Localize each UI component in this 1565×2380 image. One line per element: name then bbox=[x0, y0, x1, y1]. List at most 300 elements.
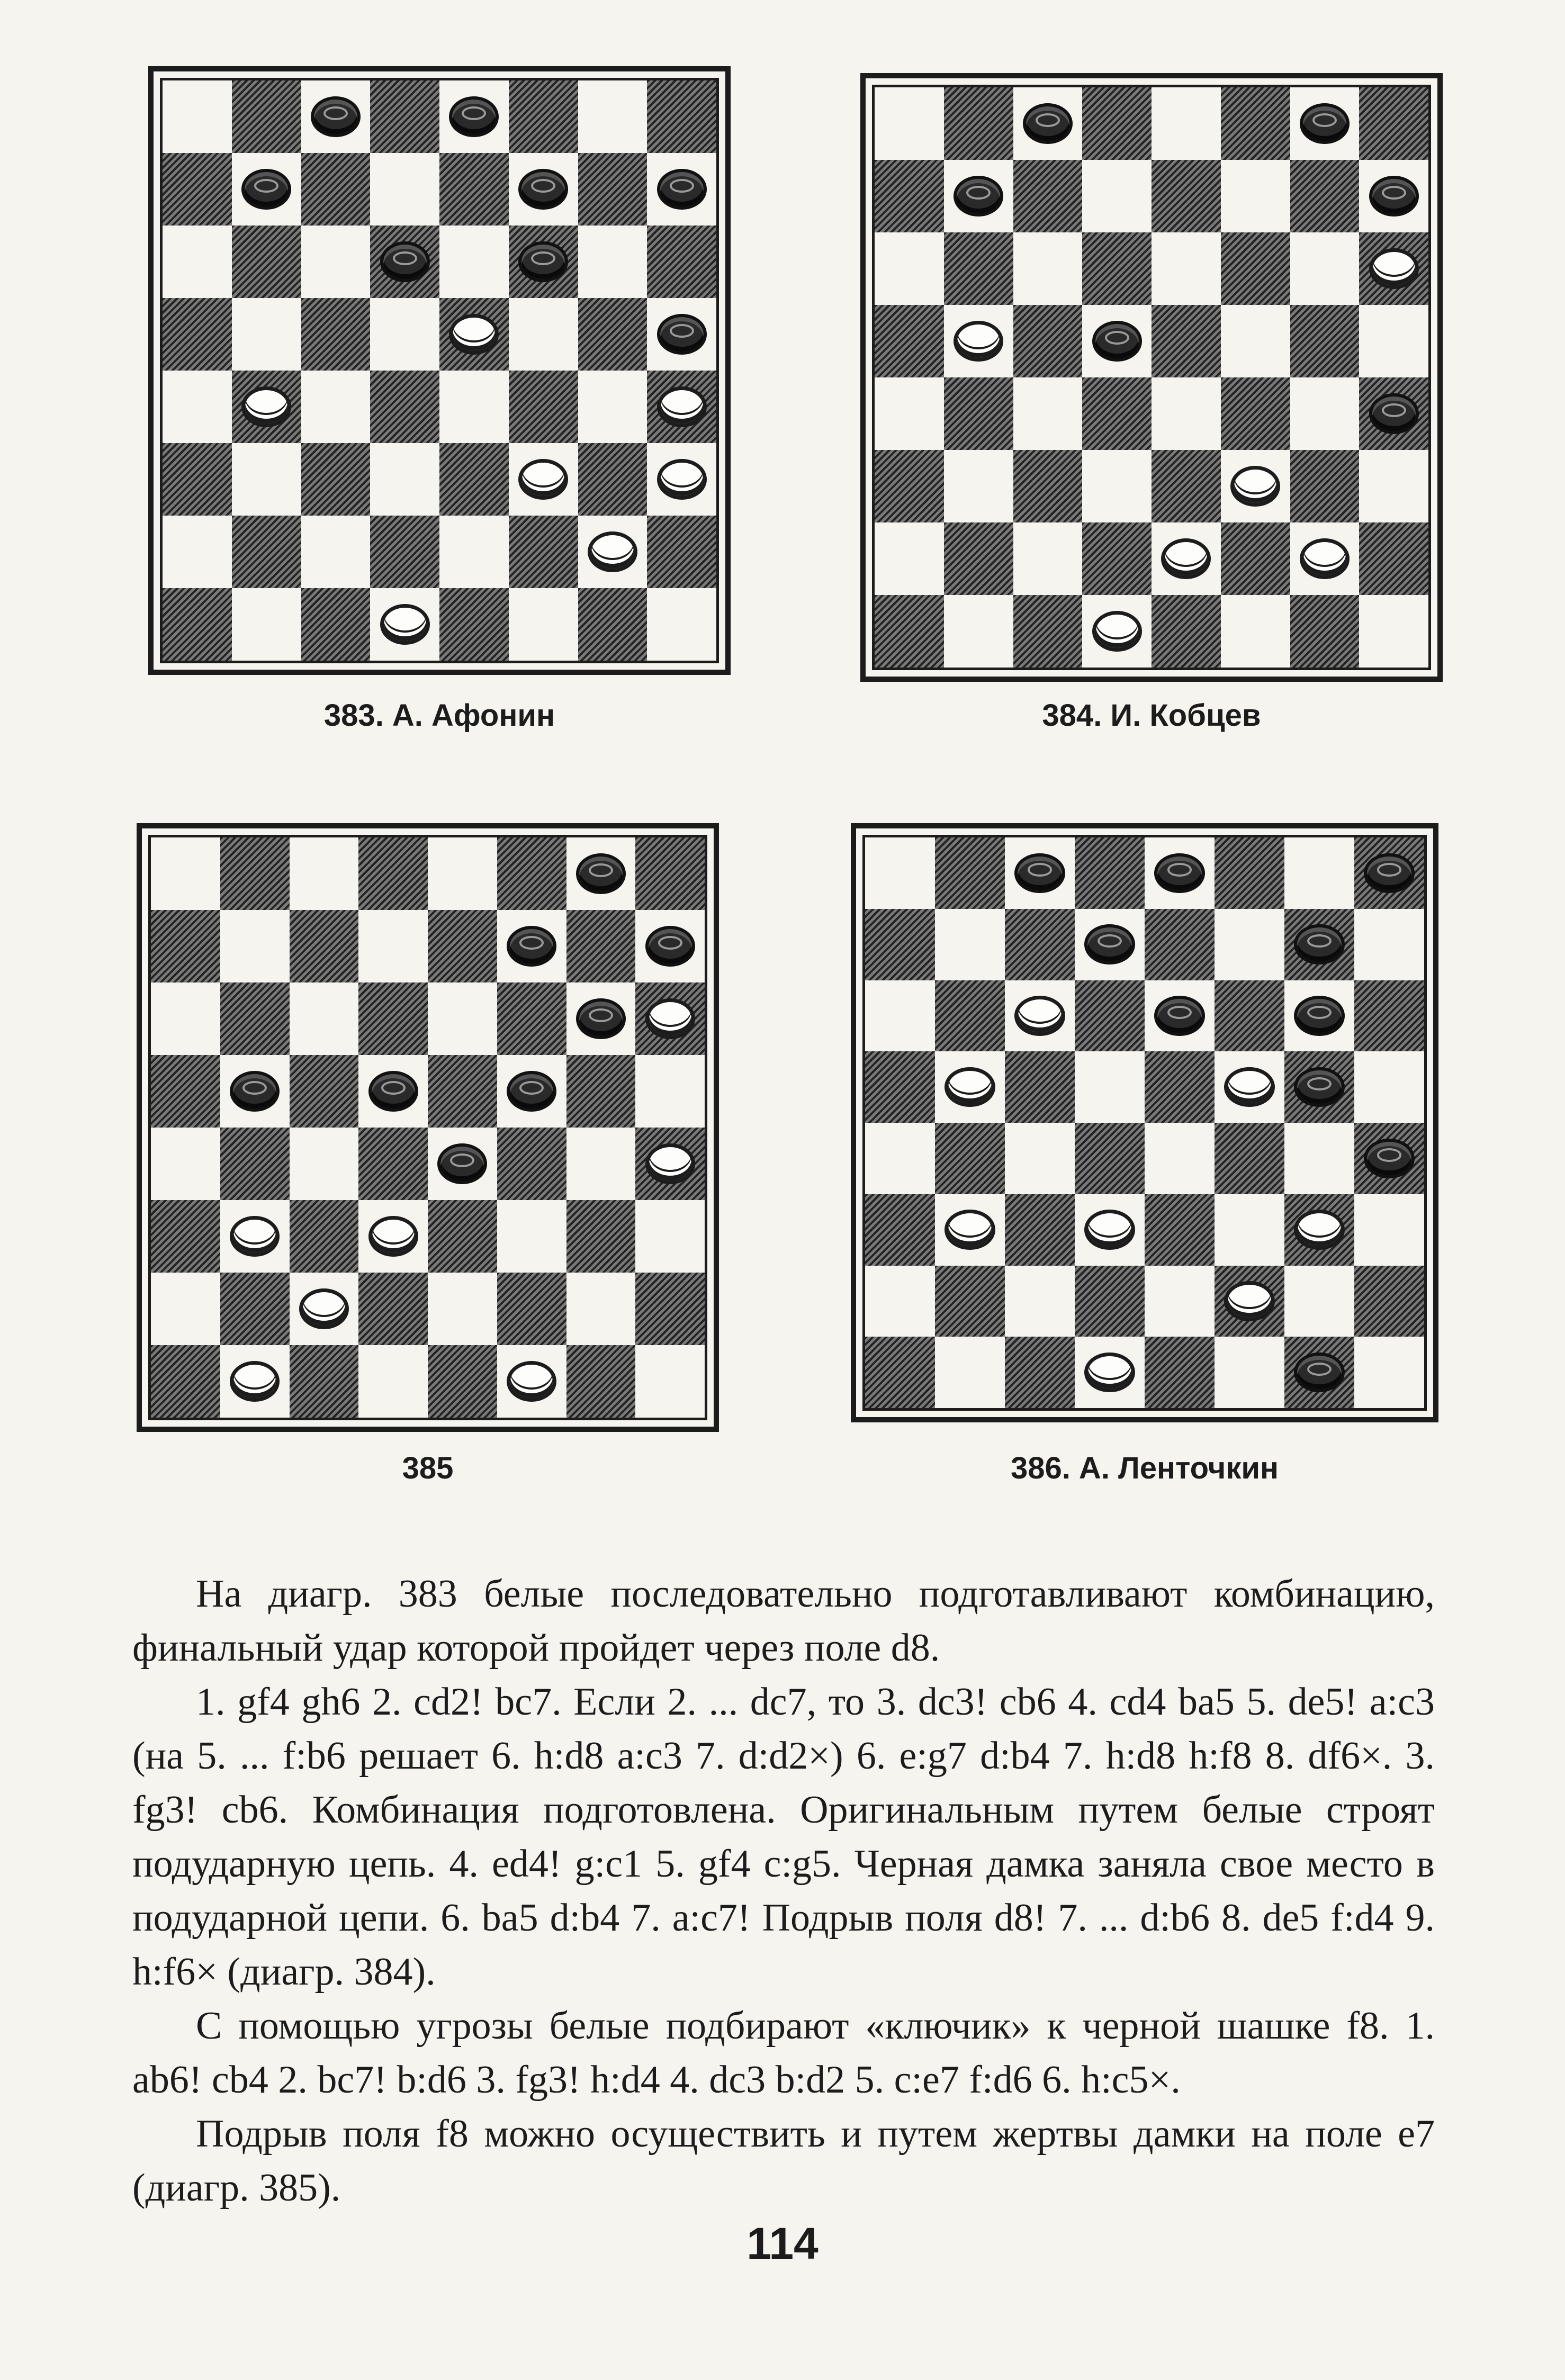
square-c5 bbox=[290, 1055, 359, 1128]
square-f4 bbox=[1221, 377, 1290, 450]
square-a7 bbox=[875, 160, 944, 232]
square-g7 bbox=[1284, 909, 1354, 980]
diagram-caption: 385 bbox=[402, 1451, 454, 1485]
square-a8 bbox=[163, 80, 232, 153]
square-c2 bbox=[1005, 1266, 1075, 1337]
checkerboard bbox=[875, 87, 1428, 668]
diagram-caption: 384. И. Кобцев bbox=[1042, 698, 1261, 733]
square-c8 bbox=[1013, 87, 1083, 160]
square-a6 bbox=[163, 226, 232, 298]
square-g7 bbox=[566, 910, 636, 982]
square-c7 bbox=[1013, 160, 1083, 232]
square-c7 bbox=[1005, 909, 1075, 980]
square-f7 bbox=[497, 910, 566, 982]
paragraph: 1. gf4 gh6 2. cd2! bc7. Если 2. ... dc7, то 3. dc3! cb6 4. cd4 ba5 5. de5! a:c3 (на 5. ... f:b6 решает 6. h:d8 a:c3 7. d:d2×) 6. e:g7 d:b4 7. h:d8 h:f8 8. df6×. 3. fg3! cb6. Комбинация подготовлена. Оригинальным путем белые строят подударную цепь. 4. ed4! g:c1 5. gf4 c:g5. Черная дамка заняла свое место в подударной цепи. 6. ba5 d:b4 7. a:c7! Подрыв поля d8! 7. ... d:b6 8. de5 f:d4 9. h:f6× (диагр. 384). bbox=[132, 1680, 1435, 1994]
black-checker-h8 bbox=[1364, 853, 1414, 893]
square-d2 bbox=[370, 516, 439, 588]
square-a5 bbox=[151, 1055, 220, 1128]
square-f3 bbox=[497, 1200, 566, 1273]
square-f2 bbox=[1215, 1266, 1284, 1337]
white-checker-b4 bbox=[241, 386, 291, 427]
square-c7 bbox=[290, 910, 359, 982]
square-c1 bbox=[301, 588, 371, 661]
square-a7 bbox=[865, 909, 935, 980]
black-checker-h7 bbox=[657, 169, 707, 210]
black-checker-d5 bbox=[1092, 321, 1142, 362]
square-g4 bbox=[578, 371, 647, 443]
black-checker-c8 bbox=[1014, 853, 1065, 893]
square-h7 bbox=[1354, 909, 1424, 980]
square-g7 bbox=[1290, 160, 1360, 232]
square-g4 bbox=[1290, 377, 1360, 450]
black-checker-d7 bbox=[1084, 924, 1135, 964]
square-a5 bbox=[865, 1051, 935, 1123]
black-checker-e6 bbox=[1154, 996, 1204, 1035]
board-frame bbox=[148, 66, 731, 675]
square-h3 bbox=[635, 1200, 705, 1273]
square-g8 bbox=[566, 837, 636, 910]
square-f4 bbox=[497, 1128, 566, 1200]
square-h2 bbox=[635, 1273, 705, 1345]
black-checker-b7 bbox=[954, 176, 1003, 217]
square-f7 bbox=[1215, 909, 1284, 980]
black-checker-h5 bbox=[657, 314, 707, 355]
square-f6 bbox=[509, 226, 578, 298]
square-g8 bbox=[578, 80, 647, 153]
white-checker-f1 bbox=[507, 1361, 556, 1402]
white-checker-h4 bbox=[657, 386, 707, 427]
square-e6 bbox=[1152, 232, 1221, 305]
black-checker-g8 bbox=[576, 853, 626, 894]
square-b8 bbox=[935, 837, 1005, 909]
square-a2 bbox=[151, 1273, 220, 1345]
square-b5 bbox=[935, 1051, 1005, 1123]
white-checker-b1 bbox=[230, 1361, 280, 1402]
square-f1 bbox=[497, 1345, 566, 1418]
square-g4 bbox=[1284, 1123, 1354, 1194]
square-h3 bbox=[647, 443, 716, 516]
black-checker-g8 bbox=[1300, 103, 1350, 144]
square-a4 bbox=[875, 377, 944, 450]
square-f2 bbox=[497, 1273, 566, 1345]
square-a6 bbox=[151, 982, 220, 1055]
square-d5 bbox=[370, 298, 439, 371]
square-g6 bbox=[1284, 980, 1354, 1052]
square-f8 bbox=[509, 80, 578, 153]
square-g1 bbox=[578, 588, 647, 661]
square-d1 bbox=[1075, 1337, 1145, 1408]
square-a4 bbox=[151, 1128, 220, 1200]
square-c3 bbox=[1005, 1194, 1075, 1266]
white-checker-h6 bbox=[1369, 248, 1419, 289]
white-checker-g2 bbox=[1300, 538, 1350, 579]
square-h1 bbox=[1354, 1337, 1424, 1408]
square-e1 bbox=[1145, 1337, 1215, 1408]
square-b4 bbox=[944, 377, 1013, 450]
square-f6 bbox=[1215, 980, 1284, 1052]
white-checker-d3 bbox=[1084, 1210, 1135, 1249]
square-b2 bbox=[944, 522, 1013, 595]
square-h2 bbox=[1359, 522, 1428, 595]
square-c5 bbox=[1005, 1051, 1075, 1123]
square-b7 bbox=[220, 910, 290, 982]
square-d7 bbox=[1082, 160, 1152, 232]
square-f5 bbox=[509, 298, 578, 371]
square-g6 bbox=[566, 982, 636, 1055]
square-d3 bbox=[1082, 450, 1152, 522]
square-g1 bbox=[1290, 595, 1360, 668]
square-e3 bbox=[439, 443, 509, 516]
square-g1 bbox=[566, 1345, 636, 1418]
white-checker-b5 bbox=[945, 1067, 995, 1107]
white-checker-h4 bbox=[645, 1143, 695, 1184]
square-f3 bbox=[509, 443, 578, 516]
square-c8 bbox=[1005, 837, 1075, 909]
square-e2 bbox=[1145, 1266, 1215, 1337]
square-b5 bbox=[944, 305, 1013, 377]
square-d6 bbox=[1082, 232, 1152, 305]
square-b2 bbox=[220, 1273, 290, 1345]
square-g6 bbox=[578, 226, 647, 298]
black-checker-g6 bbox=[576, 998, 626, 1039]
square-e4 bbox=[439, 371, 509, 443]
paragraph: Подрыв поля f8 можно осуществить и путем жертвы дамки на поле e7 (диагр. 385). bbox=[132, 2112, 1435, 2210]
square-f5 bbox=[1215, 1051, 1284, 1123]
checkerboard bbox=[163, 80, 716, 661]
square-f5 bbox=[497, 1055, 566, 1128]
square-h2 bbox=[647, 516, 716, 588]
square-h2 bbox=[1354, 1266, 1424, 1337]
square-e6 bbox=[1145, 980, 1215, 1052]
square-f7 bbox=[509, 153, 578, 226]
square-b1 bbox=[220, 1345, 290, 1418]
diagram-caption: 386. А. Ленточкин bbox=[1010, 1451, 1279, 1485]
square-d5 bbox=[1075, 1051, 1145, 1123]
square-c2 bbox=[1013, 522, 1083, 595]
square-c1 bbox=[1013, 595, 1083, 668]
black-checker-h4 bbox=[1369, 393, 1419, 434]
square-a3 bbox=[875, 450, 944, 522]
square-h3 bbox=[1359, 450, 1428, 522]
square-b2 bbox=[935, 1266, 1005, 1337]
square-g8 bbox=[1284, 837, 1354, 909]
square-d5 bbox=[1082, 305, 1152, 377]
square-h4 bbox=[635, 1128, 705, 1200]
square-c6 bbox=[1005, 980, 1075, 1052]
square-b6 bbox=[935, 980, 1005, 1052]
square-b8 bbox=[944, 87, 1013, 160]
square-c4 bbox=[1013, 377, 1083, 450]
black-checker-f7 bbox=[518, 169, 568, 210]
square-a3 bbox=[151, 1200, 220, 1273]
square-c4 bbox=[301, 371, 371, 443]
square-c3 bbox=[290, 1200, 359, 1273]
square-f8 bbox=[1221, 87, 1290, 160]
square-b5 bbox=[232, 298, 301, 371]
square-d4 bbox=[1082, 377, 1152, 450]
white-checker-f3 bbox=[1230, 466, 1280, 507]
black-checker-e8 bbox=[1154, 853, 1204, 893]
square-b1 bbox=[232, 588, 301, 661]
white-checker-e5 bbox=[449, 314, 499, 355]
square-f6 bbox=[1221, 232, 1290, 305]
square-d4 bbox=[358, 1128, 428, 1200]
white-checker-d1 bbox=[380, 604, 430, 645]
square-f1 bbox=[1215, 1337, 1284, 1408]
square-e6 bbox=[428, 982, 497, 1055]
square-b3 bbox=[220, 1200, 290, 1273]
square-e1 bbox=[1152, 595, 1221, 668]
square-a8 bbox=[151, 837, 220, 910]
square-e3 bbox=[1145, 1194, 1215, 1266]
square-g8 bbox=[1290, 87, 1360, 160]
square-d8 bbox=[370, 80, 439, 153]
white-checker-h6 bbox=[645, 998, 695, 1039]
square-g5 bbox=[566, 1055, 636, 1128]
square-h5 bbox=[1359, 305, 1428, 377]
square-g3 bbox=[566, 1200, 636, 1273]
board-inner-border bbox=[862, 835, 1427, 1411]
square-c4 bbox=[1005, 1123, 1075, 1194]
square-d6 bbox=[370, 226, 439, 298]
black-checker-h4 bbox=[1364, 1139, 1414, 1178]
square-d2 bbox=[1075, 1266, 1145, 1337]
square-g3 bbox=[578, 443, 647, 516]
square-d3 bbox=[358, 1200, 428, 1273]
black-checker-e8 bbox=[449, 96, 499, 137]
square-g2 bbox=[578, 516, 647, 588]
square-h7 bbox=[647, 153, 716, 226]
square-d6 bbox=[1075, 980, 1145, 1052]
square-c5 bbox=[1013, 305, 1083, 377]
square-c3 bbox=[301, 443, 371, 516]
square-f8 bbox=[497, 837, 566, 910]
square-f4 bbox=[509, 371, 578, 443]
checkerboard bbox=[865, 837, 1424, 1408]
white-checker-c6 bbox=[1014, 996, 1065, 1035]
square-d4 bbox=[1075, 1123, 1145, 1194]
square-h6 bbox=[647, 226, 716, 298]
black-checker-f6 bbox=[518, 241, 568, 282]
black-checker-h7 bbox=[645, 926, 695, 967]
square-e1 bbox=[439, 588, 509, 661]
square-b4 bbox=[232, 371, 301, 443]
square-f2 bbox=[509, 516, 578, 588]
black-checker-g7 bbox=[1294, 924, 1344, 964]
square-e8 bbox=[1152, 87, 1221, 160]
square-d4 bbox=[370, 371, 439, 443]
square-e6 bbox=[439, 226, 509, 298]
white-checker-d1 bbox=[1092, 611, 1142, 652]
square-f5 bbox=[1221, 305, 1290, 377]
square-a5 bbox=[163, 298, 232, 371]
square-e8 bbox=[1145, 837, 1215, 909]
square-b1 bbox=[935, 1337, 1005, 1408]
square-e4 bbox=[1145, 1123, 1215, 1194]
square-d8 bbox=[1082, 87, 1152, 160]
square-b7 bbox=[944, 160, 1013, 232]
black-checker-g1 bbox=[1294, 1353, 1344, 1392]
square-a1 bbox=[163, 588, 232, 661]
black-checker-b7 bbox=[241, 169, 291, 210]
square-e7 bbox=[1152, 160, 1221, 232]
square-g3 bbox=[1284, 1194, 1354, 1266]
square-h6 bbox=[1354, 980, 1424, 1052]
square-b6 bbox=[220, 982, 290, 1055]
square-g2 bbox=[1290, 522, 1360, 595]
square-d7 bbox=[1075, 909, 1145, 980]
square-a1 bbox=[875, 595, 944, 668]
square-b8 bbox=[220, 837, 290, 910]
square-g6 bbox=[1290, 232, 1360, 305]
square-h1 bbox=[647, 588, 716, 661]
square-e7 bbox=[428, 910, 497, 982]
square-a1 bbox=[865, 1337, 935, 1408]
square-e5 bbox=[1152, 305, 1221, 377]
body-text bbox=[132, 1567, 1435, 2215]
square-a2 bbox=[163, 516, 232, 588]
black-checker-d6 bbox=[380, 241, 430, 282]
square-f4 bbox=[1215, 1123, 1284, 1194]
square-f3 bbox=[1221, 450, 1290, 522]
square-b3 bbox=[232, 443, 301, 516]
square-a8 bbox=[865, 837, 935, 909]
square-a3 bbox=[865, 1194, 935, 1266]
square-g7 bbox=[578, 153, 647, 226]
square-h8 bbox=[647, 80, 716, 153]
square-e5 bbox=[428, 1055, 497, 1128]
white-checker-b3 bbox=[230, 1216, 280, 1257]
square-h8 bbox=[1354, 837, 1424, 909]
diagram-caption: 383. А. Афонин bbox=[323, 698, 555, 733]
square-d7 bbox=[370, 153, 439, 226]
square-a7 bbox=[151, 910, 220, 982]
square-c6 bbox=[290, 982, 359, 1055]
square-e2 bbox=[439, 516, 509, 588]
black-checker-c8 bbox=[1023, 103, 1073, 144]
black-checker-e4 bbox=[437, 1143, 487, 1184]
square-b2 bbox=[232, 516, 301, 588]
square-c7 bbox=[301, 153, 371, 226]
square-a7 bbox=[163, 153, 232, 226]
square-e7 bbox=[439, 153, 509, 226]
square-h6 bbox=[1359, 232, 1428, 305]
white-checker-g2 bbox=[588, 531, 637, 572]
white-checker-f3 bbox=[518, 459, 568, 500]
square-e3 bbox=[428, 1200, 497, 1273]
square-g2 bbox=[566, 1273, 636, 1345]
black-checker-g5 bbox=[1294, 1067, 1344, 1107]
square-e2 bbox=[428, 1273, 497, 1345]
white-checker-h3 bbox=[657, 459, 707, 500]
square-e5 bbox=[439, 298, 509, 371]
square-a3 bbox=[163, 443, 232, 516]
square-b7 bbox=[935, 909, 1005, 980]
square-c2 bbox=[301, 516, 371, 588]
square-f1 bbox=[1221, 595, 1290, 668]
square-e1 bbox=[428, 1345, 497, 1418]
square-c1 bbox=[1005, 1337, 1075, 1408]
square-f7 bbox=[1221, 160, 1290, 232]
board-frame bbox=[851, 823, 1438, 1422]
white-checker-c2 bbox=[299, 1288, 349, 1329]
square-h4 bbox=[647, 371, 716, 443]
square-g3 bbox=[1290, 450, 1360, 522]
white-checker-b5 bbox=[954, 321, 1003, 362]
square-d8 bbox=[358, 837, 428, 910]
square-e8 bbox=[428, 837, 497, 910]
square-h3 bbox=[1354, 1194, 1424, 1266]
square-d1 bbox=[358, 1345, 428, 1418]
square-b6 bbox=[232, 226, 301, 298]
square-d1 bbox=[370, 588, 439, 661]
square-g4 bbox=[566, 1128, 636, 1200]
square-d6 bbox=[358, 982, 428, 1055]
square-d5 bbox=[358, 1055, 428, 1128]
board-frame bbox=[137, 823, 719, 1432]
square-a4 bbox=[163, 371, 232, 443]
square-c4 bbox=[290, 1128, 359, 1200]
square-f8 bbox=[1215, 837, 1284, 909]
square-g5 bbox=[1290, 305, 1360, 377]
black-checker-f7 bbox=[507, 926, 556, 967]
square-a6 bbox=[875, 232, 944, 305]
square-d2 bbox=[358, 1273, 428, 1345]
square-h1 bbox=[1359, 595, 1428, 668]
square-g1 bbox=[1284, 1337, 1354, 1408]
board-inner-border bbox=[160, 78, 719, 663]
square-a6 bbox=[865, 980, 935, 1052]
square-h4 bbox=[1359, 377, 1428, 450]
white-checker-d1 bbox=[1084, 1353, 1135, 1392]
square-c6 bbox=[1013, 232, 1083, 305]
checkerboard bbox=[151, 837, 705, 1418]
square-b4 bbox=[220, 1128, 290, 1200]
square-g2 bbox=[1284, 1266, 1354, 1337]
square-h4 bbox=[1354, 1123, 1424, 1194]
square-f2 bbox=[1221, 522, 1290, 595]
square-d1 bbox=[1082, 595, 1152, 668]
black-checker-h7 bbox=[1369, 176, 1419, 217]
square-a2 bbox=[875, 522, 944, 595]
square-h8 bbox=[1359, 87, 1428, 160]
square-b4 bbox=[935, 1123, 1005, 1194]
square-h7 bbox=[635, 910, 705, 982]
square-f6 bbox=[497, 982, 566, 1055]
square-h1 bbox=[635, 1345, 705, 1418]
square-b1 bbox=[944, 595, 1013, 668]
square-d3 bbox=[1075, 1194, 1145, 1266]
square-a2 bbox=[865, 1266, 935, 1337]
square-e4 bbox=[1152, 377, 1221, 450]
white-checker-f2 bbox=[1224, 1281, 1274, 1321]
square-b7 bbox=[232, 153, 301, 226]
square-h6 bbox=[635, 982, 705, 1055]
square-f1 bbox=[509, 588, 578, 661]
square-g5 bbox=[578, 298, 647, 371]
square-c8 bbox=[290, 837, 359, 910]
square-c1 bbox=[290, 1345, 359, 1418]
square-h5 bbox=[1354, 1051, 1424, 1123]
square-d3 bbox=[370, 443, 439, 516]
square-h8 bbox=[635, 837, 705, 910]
paragraph: На диагр. 383 белые последовательно подготавливают комбинацию, финальный удар которой пройдет через поле d8. bbox=[132, 1572, 1435, 1670]
square-a8 bbox=[875, 87, 944, 160]
square-d2 bbox=[1082, 522, 1152, 595]
white-checker-g3 bbox=[1294, 1210, 1344, 1249]
board-inner-border bbox=[148, 835, 707, 1420]
black-checker-f5 bbox=[507, 1071, 556, 1112]
